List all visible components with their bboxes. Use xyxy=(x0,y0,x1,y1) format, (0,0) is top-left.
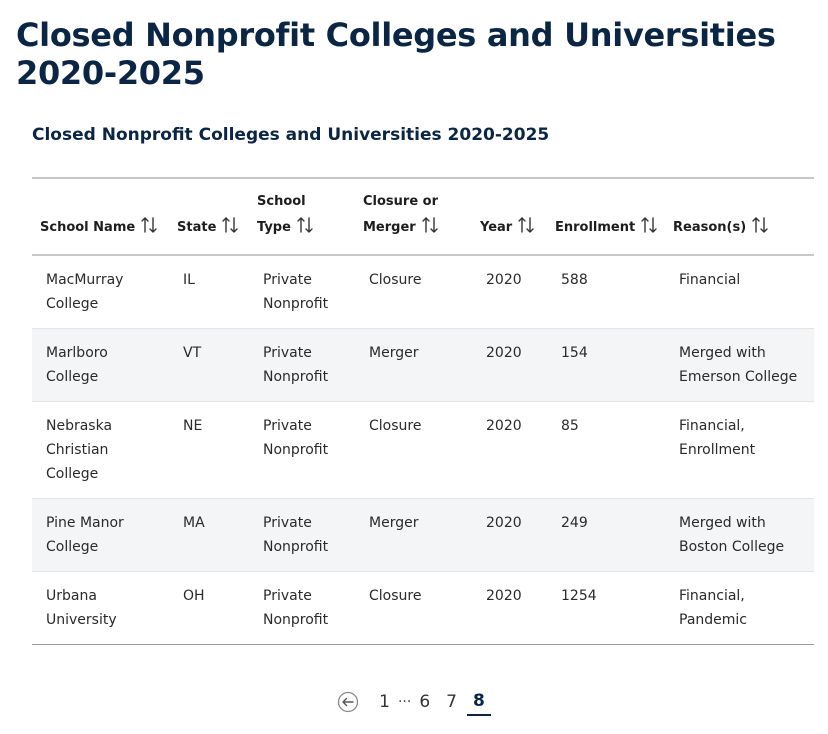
pagination-ellipsis: ··· xyxy=(397,694,412,710)
cell-enrollment: 249 xyxy=(561,515,588,531)
cell-state: IL xyxy=(183,272,195,288)
cell-state: OH xyxy=(183,588,205,604)
cell-enrollment: 588 xyxy=(561,272,588,288)
cell-school-type: Private Nonprofit xyxy=(263,515,329,555)
sort-icon[interactable] xyxy=(641,216,657,244)
column-header-reasons[interactable] xyxy=(665,178,814,255)
cell-reasons: Financial, Pandemic xyxy=(679,588,747,628)
header-label: Year xyxy=(480,220,513,235)
pagination xyxy=(0,686,828,718)
header-label-line2: Merger xyxy=(363,220,416,235)
cell-closure-or-merger: Merger xyxy=(369,515,419,531)
cell-enrollment: 154 xyxy=(561,345,588,361)
cell-reasons: Merged with Boston College xyxy=(679,515,785,555)
cell-state: MA xyxy=(183,515,205,531)
cell-closure-or-merger: Closure xyxy=(369,418,422,434)
cell-enrollment: 1254 xyxy=(561,588,597,604)
data-table-container xyxy=(32,177,814,645)
cell-year: 2020 xyxy=(486,515,522,531)
page-link-current[interactable]: 8 xyxy=(467,689,491,716)
cell-year: 2020 xyxy=(486,418,522,434)
header-label: School Name xyxy=(40,220,136,235)
cell-reasons: Financial, Enrollment xyxy=(679,418,756,458)
header-label: Reason(s) xyxy=(673,220,747,235)
table-title: Closed Nonprofit Colleges and Universities 2020-2025 xyxy=(32,125,550,145)
cell-school-name: Pine Manor College xyxy=(46,515,124,555)
table-row xyxy=(32,329,814,402)
cell-reasons: Merged with Emerson College xyxy=(679,345,798,385)
sort-icon[interactable] xyxy=(518,216,534,244)
cell-closure-or-merger: Merger xyxy=(369,345,419,361)
header-label-line1: School xyxy=(257,194,306,209)
cell-closure-or-merger: Closure xyxy=(369,588,422,604)
header-label-line1: Closure or xyxy=(363,194,439,209)
page-link-7[interactable]: 7 xyxy=(446,692,457,712)
cell-school-type: Private Nonprofit xyxy=(263,345,329,385)
cell-school-name: MacMurray College xyxy=(46,272,124,312)
table-row xyxy=(32,572,814,645)
sort-icon[interactable] xyxy=(141,216,157,244)
column-header-year[interactable] xyxy=(472,178,547,255)
column-header-school-name[interactable] xyxy=(32,178,169,255)
table-row xyxy=(32,402,814,499)
cell-year: 2020 xyxy=(486,272,522,288)
table-header-row xyxy=(32,178,814,255)
sort-icon[interactable] xyxy=(752,216,768,244)
table-row xyxy=(32,499,814,572)
cell-state: VT xyxy=(183,345,202,361)
cell-school-name: Nebraska Christian College xyxy=(46,418,113,482)
arrow-left-icon[interactable] xyxy=(337,691,359,713)
sort-icon[interactable] xyxy=(297,216,313,244)
column-header-state[interactable] xyxy=(169,178,249,255)
cell-year: 2020 xyxy=(486,588,522,604)
cell-state: NE xyxy=(183,418,203,434)
column-header-school-type[interactable] xyxy=(249,178,355,255)
sort-icon[interactable] xyxy=(422,216,438,244)
cell-closure-or-merger: Closure xyxy=(369,272,422,288)
cell-school-name: Marlboro College xyxy=(46,345,108,385)
cell-school-type: Private Nonprofit xyxy=(263,272,329,312)
cell-year: 2020 xyxy=(486,345,522,361)
column-header-enrollment[interactable] xyxy=(547,178,665,255)
sort-icon[interactable] xyxy=(222,216,238,244)
cell-enrollment: 85 xyxy=(561,418,579,434)
page-link-6[interactable]: 6 xyxy=(419,692,431,712)
column-header-closure-or-merger[interactable] xyxy=(355,178,472,255)
page-link-1[interactable]: 1 xyxy=(379,692,390,712)
closed-colleges-table xyxy=(32,177,814,645)
cell-school-type: Private Nonprofit xyxy=(263,418,329,458)
cell-school-type: Private Nonprofit xyxy=(263,588,329,628)
page-title: Closed Nonprofit Colleges and Universities 2020-2025 xyxy=(16,16,776,92)
header-label: Enrollment xyxy=(555,220,636,235)
cell-school-name: Urbana University xyxy=(46,588,117,628)
cell-reasons: Financial xyxy=(679,272,741,288)
table-row xyxy=(32,255,814,329)
header-label: State xyxy=(177,220,217,235)
header-label-line2: Type xyxy=(257,220,291,235)
